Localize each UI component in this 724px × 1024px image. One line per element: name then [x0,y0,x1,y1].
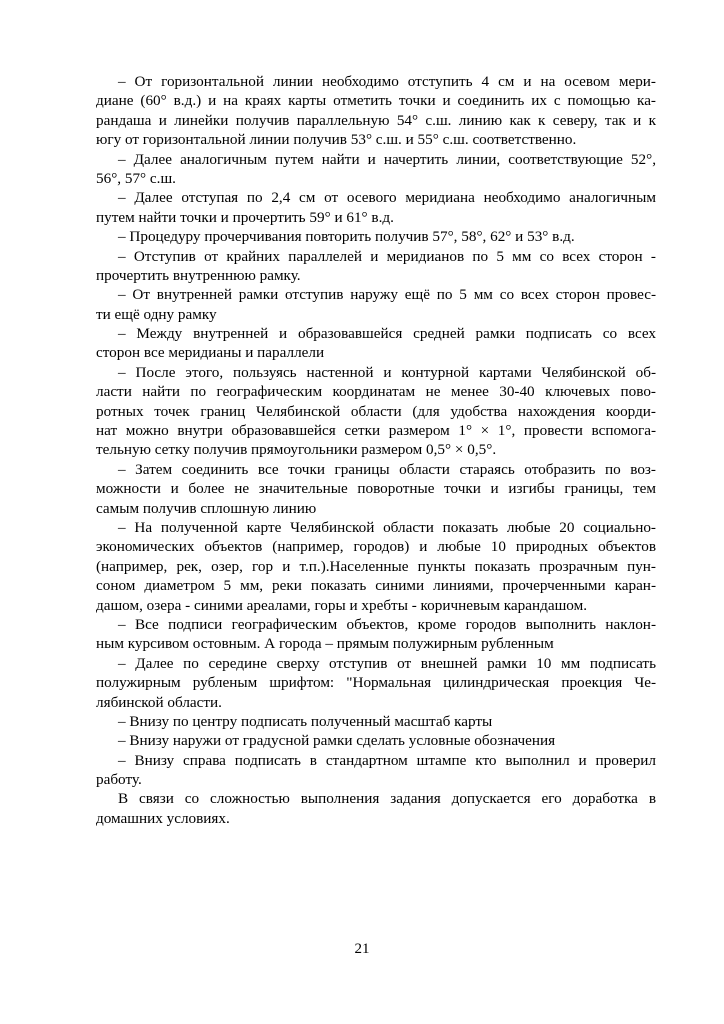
paragraph [96,460,656,518]
paragraph [96,72,656,150]
body-text [96,72,656,828]
paragraph [96,654,656,712]
paragraph [96,789,656,828]
text-line: – От горизонтальной линии необходимо отступить 4 см и на осевом мери- [118,73,656,90]
text-line: диане (60° в.д.) и на краях карты отметить точки и соединить их с помощью ка- [96,92,656,110]
text-line: полужирным рубленым шрифтом: "Нормальная цилиндрическая проекция Че- [96,674,656,692]
text-line: нат можно внутри образовавшейся сетки размером 1° × 1°, провести вспомога- [96,422,656,440]
paragraph [96,731,656,750]
text-line: югу от горизонтальной линии получив 53° с.ш. и 55° с.ш. соответственно. [96,131,577,149]
text-line: – Процедуру прочерчивания повторить получив 57°, 58°, 62° и 53° в.д. [118,228,575,246]
text-line: ти ещё одну рамку [96,305,217,323]
text-line: – Далее по середине сверху отступив от внешней рамки 10 мм подписать [118,654,656,672]
text-line: тельную сетку получив прямоугольники размером 0,5° × 0,5°. [96,441,497,459]
paragraph [96,363,656,460]
text-line: – Внизу по центру подписать полученный масштаб карты [118,712,493,730]
paragraph [96,285,656,324]
text-line: – От внутренней рамки отступив наружу ещё по 5 мм со всех сторон провес- [118,286,656,304]
paragraph [96,615,656,654]
text-line: экономических объектов (например, городов) и любые 10 природных объектов [96,538,656,556]
text-line: (например, рек, озер, гор и т.п.).Населенные пункты показать прозрачным пун- [96,557,656,575]
text-line: лябинской области. [96,693,222,711]
paragraph [96,188,656,227]
page-number: 21 [354,941,370,957]
text-line: – После этого, пользуясь настенной и контурной картами Челябинской об- [118,363,656,381]
text-line: 56°, 57° с.ш. [96,169,176,187]
text-line: домашних условиях. [96,809,230,827]
text-line: – Далее аналогичным путем найти и начертить линии, соответствующие 52°, [118,150,656,168]
text-line: – Внизу наружи от градусной рамки сделать условные обозначения [118,732,556,750]
paragraph [96,227,656,246]
text-line: путем найти точки и прочертить 59° и 61° в.д. [96,208,394,226]
paragraph [96,518,656,615]
paragraph [96,751,656,790]
paragraph [96,247,656,286]
text-line: – На полученной карте Челябинской области показать любые 20 социально- [118,518,656,536]
text-line: ротных точек границ Челябинской области (для удобства нахождения коорди- [96,402,656,420]
text-line: – Далее отступая по 2,4 см от осевого меридиана необходимо аналогичным [118,189,656,207]
text-line: – Между внутренней и образовавшейся средней рамки подписать со всех [118,325,656,343]
text-line: В связи со сложностью выполнения задания допускается его доработка в [118,790,656,808]
paragraph [96,150,656,189]
text-line: ласти найти по географическим координатам не менее 30-40 ключевых пово- [96,383,656,401]
text-line: дашом, озера - синими ареалами, горы и хребты - коричневым карандашом. [96,596,587,614]
text-line: сторон все меридианы и параллели [96,344,325,362]
paragraph [96,324,656,363]
text-line: прочертить внутреннюю рамку. [96,266,301,284]
text-line: ным курсивом остовным. А города – прямым полужирным рубленным [96,635,554,653]
text-line: соном диаметром 5 мм, реки показать синими линиями, прочерченными каран- [96,577,656,595]
text-line: – Затем соединить все точки границы области стараясь отобразить по воз- [118,460,656,478]
text-line: – Все подписи географическим объектов, кроме городов выполнить наклон- [118,615,656,633]
paragraph [96,712,656,731]
text-line: – Внизу справа подписать в стандартном штампе кто выполнил и проверил [118,751,656,769]
text-line: – Отступив от крайних параллелей и меридианов по 5 мм со всех сторон - [118,247,656,265]
text-line: самым получив сплошную линию [96,499,317,517]
text-line: можности и более не значительные поворотные точки и изгибы границы, тем [96,480,656,498]
text-line: работу. [96,771,142,789]
text-line: рандаша и линейки получив параллельную 54° с.ш. линию как к северу, так и к [96,111,656,129]
